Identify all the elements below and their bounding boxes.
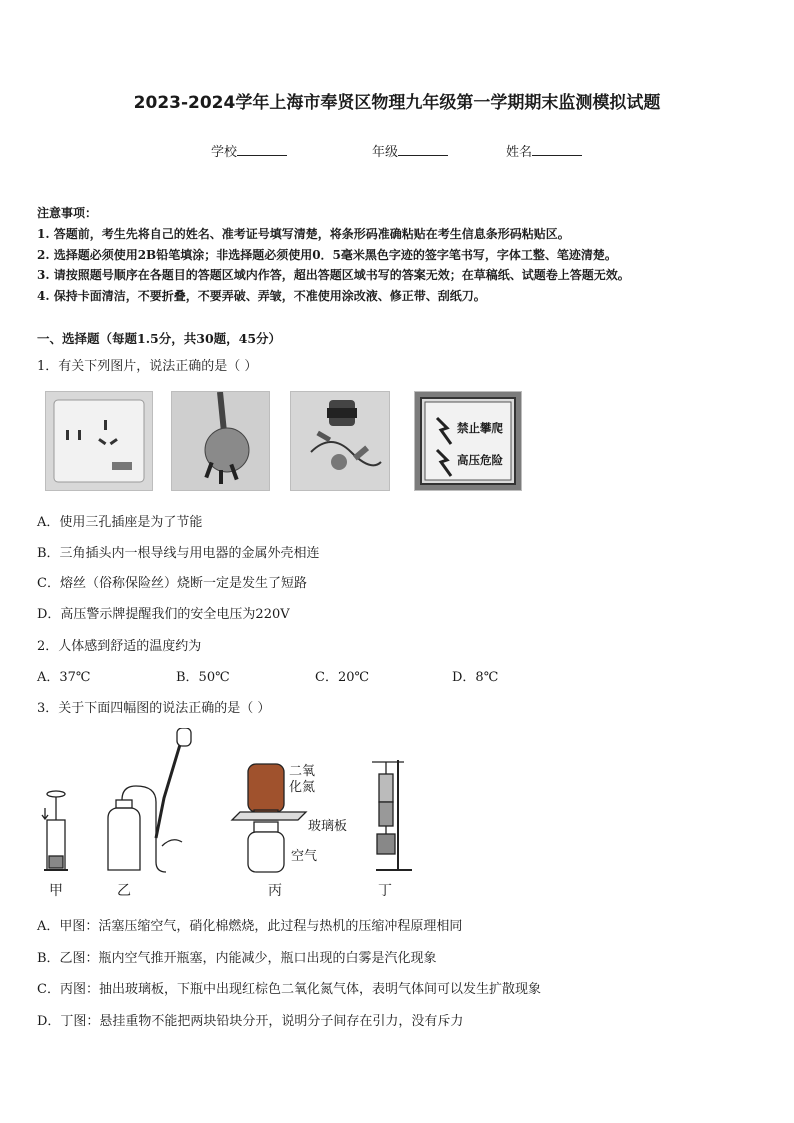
q3-option-d: D．丁图：悬挂重物不能把两块铅块分开，说明分子间存在引力，没有斥力 — [37, 1014, 464, 1029]
q3-option-a: A．甲图：活塞压缩空气，硝化棉燃烧，此过程与热机的压缩冲程原理相同 — [37, 919, 463, 934]
q3-option-c: C．丙图：抽出玻璃板，下瓶中出现红棕色二氧化氮气体，表明气体间可以发生扩散现象 — [37, 982, 541, 997]
school-field — [211, 141, 287, 160]
q2-option-d: D．8℃ — [452, 670, 499, 685]
figure-jia — [42, 791, 68, 870]
figure-ding — [372, 760, 412, 870]
figure-label-yi: 乙 — [117, 883, 131, 899]
three-pin-plug-photo — [171, 391, 270, 491]
sign-text-line2: 高压危险 — [457, 453, 503, 467]
outlet-photo — [45, 391, 153, 491]
page-title: 2023-2024学年上海市奉贤区物理九年级第一学期期末监测模拟试题 — [133, 93, 661, 113]
q1-option-c: C．熔丝（俗称保险丝）烧断一定是发生了短路 — [37, 576, 307, 591]
name-blank — [532, 143, 582, 156]
notes-heading: 注意事项： — [37, 206, 98, 220]
note-item: 1. 答题前，考生先将自己的姓名、准考证号填写清楚，将条形码准确粘贴在考生信息条形码粘贴区。 — [37, 227, 570, 241]
grade-label: 年级 — [372, 145, 399, 160]
figure-label-bing: 丙 — [268, 883, 282, 899]
figure-label-ding: 丁 — [378, 883, 392, 899]
section-heading: 一、选择题（每题1.5分，共30题，45分） — [37, 331, 282, 346]
q2-option-c: C．20℃ — [315, 670, 370, 685]
high-voltage-sign-photo — [414, 391, 522, 491]
grade-blank — [398, 143, 448, 156]
name-field — [506, 141, 582, 160]
q2-option-a: A．37℃ — [37, 670, 91, 685]
note-item: 4. 保持卡面清洁，不要折叠，不要弄破、弄皱，不准使用涂改液、修正带、刮纸刀。 — [37, 289, 486, 303]
note-item: 3. 请按照题号顺序在各题目的答题区域内作答，超出答题区域书写的答案无效；在草稿纸、试题卷上答题无效。 — [37, 268, 630, 282]
q1-option-d: D．高压警示牌提醒我们的安全电压为220V — [37, 607, 290, 622]
school-blank — [237, 143, 287, 156]
q3-figures — [36, 728, 436, 898]
q1-stem: 1．有关下列图片，说法正确的是（ ） — [37, 359, 258, 374]
figure-label-jia: 甲 — [49, 883, 63, 899]
q2-option-b: B．50℃ — [176, 670, 230, 685]
school-label: 学校 — [211, 145, 238, 160]
figure-yi — [108, 728, 191, 872]
sign-text-line1: 禁止攀爬 — [457, 421, 503, 435]
glass-plate-label: 玻璃板 — [308, 819, 348, 834]
fuse-wire-photo — [290, 391, 390, 491]
q1-option-a: A．使用三孔插座是为了节能 — [37, 515, 203, 530]
name-label: 姓名 — [506, 145, 533, 160]
note-item: 2. 选择题必须使用2B铅笔填涂；非选择题必须使用0．5毫米黑色字迹的签字笔书写，字体工整、笔迹清楚。 — [37, 248, 617, 262]
q2-stem: 2．人体感到舒适的温度约为 — [37, 639, 202, 654]
grade-field — [372, 141, 448, 160]
q3-stem: 3．关于下面四幅图的说法正确的是（ ） — [37, 701, 271, 716]
nitrogen-dioxide-label: 二氧 化氮 — [289, 764, 316, 795]
q3-option-b: B．乙图：瓶内空气推开瓶塞，内能减少，瓶口出现的白雾是汽化现象 — [37, 951, 437, 966]
q1-option-b: B．三角插头内一根导线与用电器的金属外壳相连 — [37, 546, 320, 561]
air-label: 空气 — [291, 849, 318, 864]
